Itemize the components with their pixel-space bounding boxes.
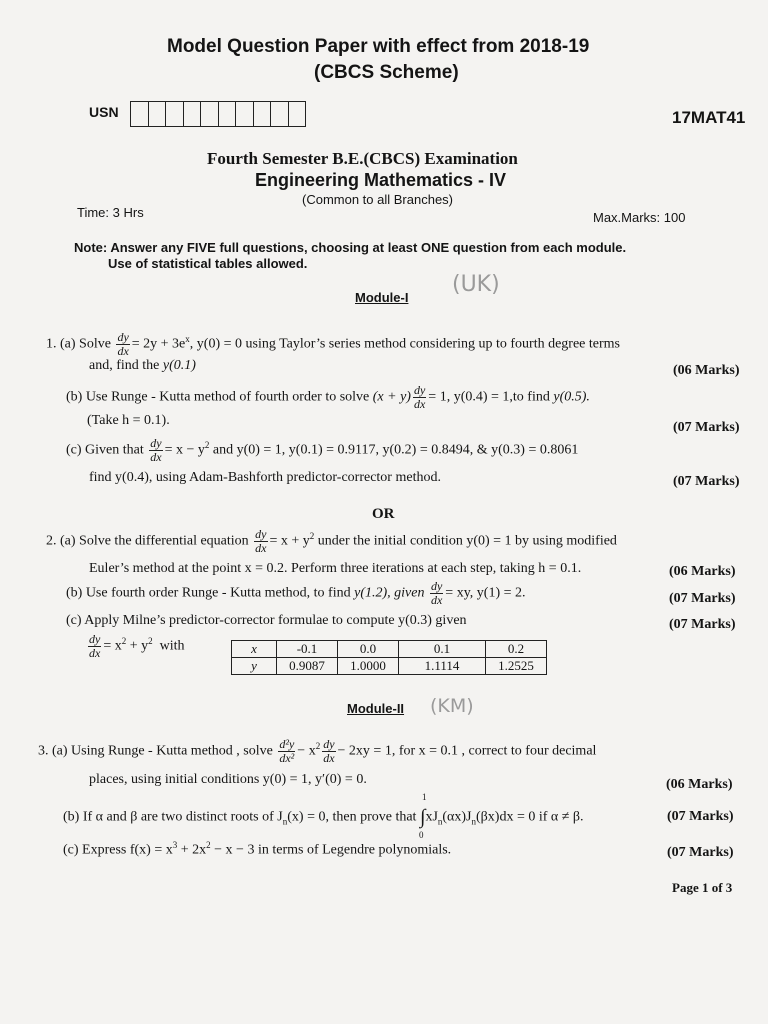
pen-annotation-km: (KM) (430, 695, 474, 717)
note-line-2: Use of statistical tables allowed. (108, 256, 308, 271)
table-cell: 0.1 (399, 641, 486, 658)
subject-code: 17MAT41 (672, 108, 746, 127)
usn-box (236, 102, 254, 126)
table-row (232, 658, 547, 675)
question-paper-page: Model Question Paper with effect from 2018-19 (CBCS Scheme) USN 17MAT41 Fourth Semester B.E.(CBCS) Examination Engineering Mathematics - IV (Common to all Branches) Time: 3 Hrs Max.Marks: 100 Note: Answer any FIVE full questions, choosing at least ONE question from each module. Use of statistical tables allowed. Module-I (UK) 1. (a) Solve $\frac{dy}{dx}$ = $2y + 3e^x$, y(0) = 0 using Taylor’s series method considering up to fourth degree terms and, find the y(0.1) (06 Marks) (b) Use Runge - Kutta method of fourth order to solve (x + y) $\frac{dy}{dx}$ = 1, y(0.4) = 1,to find y(0.5). (Take h = 0.1). (07 Marks) (c) Given that $\frac{dy}{dx}$ = $x - y^2$ and y(0) = 1, y(0.1) = 0.9117, y(0.2) = 0.8494, & y(0.3) = 0.8061 find y(0.4), using Adam-Bashforth predictor-corrector method. (07 Marks) OR 2. (a) Solve the differential equation $\frac{dy}{dx}$ = $x + y^2$ under the initial condition y(0) = 1 by using modified Euler’s method at the point x = 0.2. Perform three iterations at each step, taking h = 0.1. (06 Marks) (b) Use fourth order Runge - Kutta method, to find y(1.2), given $\frac{dy}{dx}$ = xy, y(1) = 2. (07 Marks) (c) Apply Milne’s predictor-corrector formulae to compute y(0.3) given (07 Marks) $\frac{dy}{dx}$ = $x^2 + y^2$ with x -0.1 0.0 0.1 0.2 y 0.9087 1.0000 1.1114 1.2525 Module-II (KM) 3. (a) Using Runge - Kutta method , solve $\frac{\text{d²y}}{\text{dx²}}$ − $x^2$ $\frac{dy}{dx}$ − 2xy = 1, for x = 0.1 , correct to four decimal places, using initial conditions y(0) = 1, y′(0) = 0. (06 Marks) (b) If α and β are two distinct roots of $J_n(x) = 0$, then prove that ∫ 1 0 $xJ_n(\alpha x)J_n(\beta x)dx = 0$ if α ≠ β. (07 Marks) (c) Express $f(x) = x^3 + 2x^2 - x - 3$ in terms of Legendre polynomials. (07 Marks) Page 1 of 3 (38, 36, 746, 895)
q3b-marks: (07 Marks) (667, 809, 734, 824)
table-cell: x (232, 641, 277, 658)
q1b-marks: (07 Marks) (673, 420, 740, 435)
table-cell: 0.9087 (277, 658, 338, 675)
table-cell: y (232, 658, 277, 675)
q3c-marks: (07 Marks) (667, 845, 734, 860)
paper-title: Model Question Paper with effect from 2018-19 (167, 36, 590, 57)
q2a-marks: (06 Marks) (669, 564, 736, 579)
table-cell: 0.2 (486, 641, 547, 658)
table-cell: -0.1 (277, 641, 338, 658)
module-1-heading: Module-I (355, 290, 409, 305)
table-cell: 1.1114 (399, 658, 486, 675)
q1b-line2: (Take h = 0.1). (87, 413, 170, 428)
q2a-text: 2. (a) Solve the differential equation $\frac{dy}{dx}$ = $x + y^2$ under the initial condition y(0) = 1 by using modified (46, 527, 617, 555)
q1a-text: (a) Solve (60, 336, 111, 352)
q2a-line2: Euler’s method at the point x = 0.2. Perform three iterations at each step, taking h = 0.1. (89, 561, 582, 576)
table-cell: 0.0 (338, 641, 399, 658)
usn-box (201, 102, 219, 126)
q3a-marks: (06 Marks) (666, 777, 733, 792)
q1c-line2: find y(0.4), using Adam-Bashforth predictor-corrector method. (89, 470, 441, 485)
usn-boxes (130, 101, 306, 127)
question-number: 1. (46, 336, 57, 352)
time-allowed: Time: 3 Hrs (77, 205, 144, 220)
derivative-fraction: $\frac{dy}{dx}$ (117, 330, 129, 358)
milne-data-table (231, 640, 547, 675)
q1b-text: (b) Use Runge - Kutta method of fourth order to solve (x + y) $\frac{dy}{dx}$ = 1, y(0.4) = 1,to find y(0.5). (66, 383, 590, 411)
usn-box (289, 102, 306, 126)
table-row (232, 641, 547, 658)
subject-title: Engineering Mathematics - IV (255, 170, 507, 190)
usn-box (219, 102, 237, 126)
q2c-text: (c) Apply Milne’s predictor-corrector formulae to compute y(0.3) given (66, 613, 467, 628)
q3a-text: 3. (a) Using Runge - Kutta method , solve $\frac{\text{d²y}}{\text{dx²}}$ − $x^2$ $\frac{dy}{dx}$ − 2xy = 1, for x = 0.1 , correct to four decimal (38, 737, 597, 765)
usn-box (131, 102, 149, 126)
integral-sign: ∫ 1 0 (418, 792, 427, 840)
q2b-text: (b) Use fourth order Runge - Kutta method, to find y(1.2), given $\frac{dy}{dx}$ = xy, y(1) = 2. (66, 579, 526, 607)
module-2-heading: Module-II (347, 701, 405, 716)
q1c-text: (c) Given that $\frac{dy}{dx}$ = $x - y^2$ and y(0) = 1, y(0.1) = 0.9117, y(0.2) = 0.8494, & y(0.3) = 0.8061 (66, 436, 579, 464)
usn-box (149, 102, 167, 126)
table-cell: 1.2525 (486, 658, 547, 675)
note-line-1: Note: Answer any FIVE full questions, choosing at least ONE question from each module. (74, 240, 627, 255)
or-divider: OR (372, 506, 395, 522)
q1a-line2: and, find the y(0.1) (89, 358, 196, 373)
q2c-equation: $\frac{dy}{dx}$ = $x^2 + y^2$ with (89, 632, 185, 660)
usn-box (184, 102, 202, 126)
q3a-line2: places, using initial conditions y(0) = 1, y′(0) = 0. (89, 772, 367, 787)
q3c-text: (c) Express $f(x) = x^3 + 2x^2 - x - 3$ in terms of Legendre polynomials. (63, 840, 452, 858)
q3b-text: (b) If α and β are two distinct roots of $J_n(x) = 0$, then prove that ∫ 1 0 $xJ_n(\alpha x)J_n(\beta x)dx = 0$ if α ≠ β. (63, 792, 584, 840)
max-marks: Max.Marks: 100 (593, 210, 686, 225)
exam-title: Fourth Semester B.E.(CBCS) Examination (207, 149, 518, 168)
q1c-marks: (07 Marks) (673, 474, 740, 489)
q1a-marks: (06 Marks) (673, 363, 740, 378)
table-cell: 1.0000 (338, 658, 399, 675)
common-branches: (Common to all Branches) (302, 192, 453, 207)
usn-box (166, 102, 184, 126)
page-number: Page 1 of 3 (672, 880, 733, 895)
paper-scheme: (CBCS Scheme) (314, 62, 459, 83)
q2c-marks: (07 Marks) (669, 617, 736, 632)
q2b-marks: (07 Marks) (669, 591, 736, 606)
usn-box (254, 102, 272, 126)
pen-annotation-uk: (UK) (452, 272, 500, 297)
usn-label: USN (89, 104, 119, 120)
usn-box (271, 102, 289, 126)
